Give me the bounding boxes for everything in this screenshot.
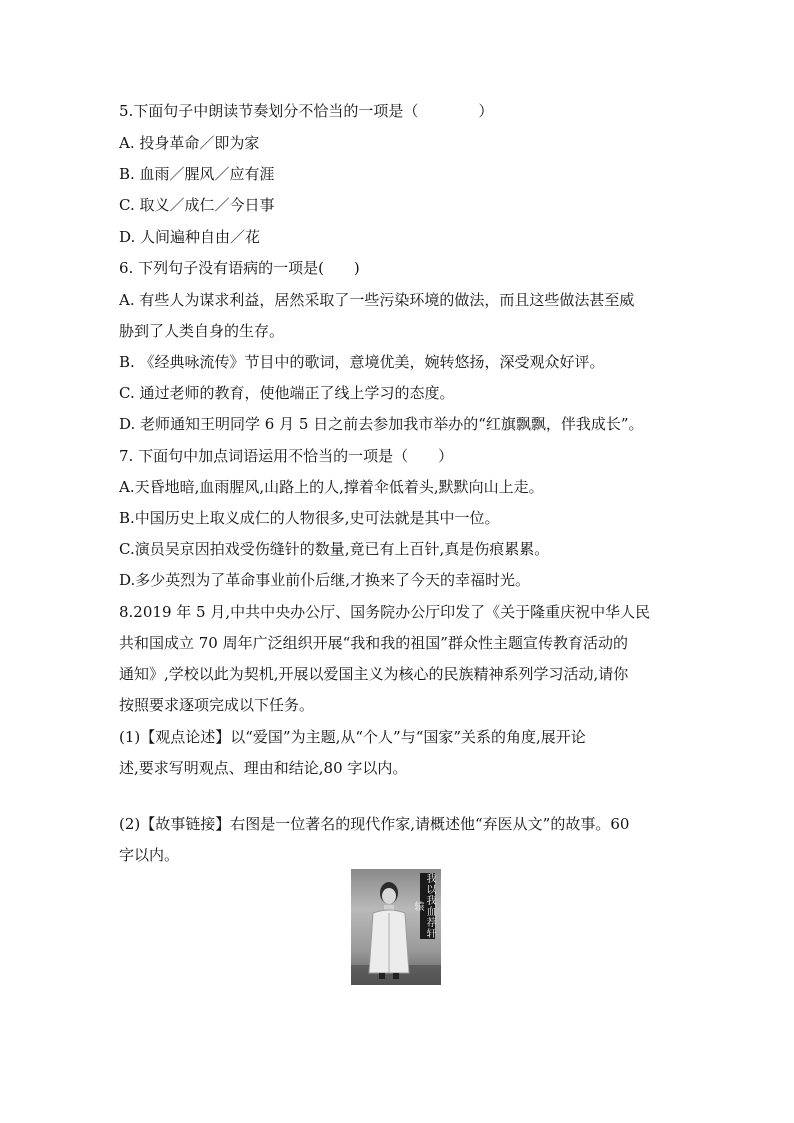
q6-option-b: B. 《经典咏流传》节目中的歌词，意境优美，婉转悠扬，深受观众好评。 — [119, 353, 605, 371]
q8-stem-line3: 通知》,学校以此为契机,开展以爱国主义为核心的民族精神系列学习活动,请你 — [119, 665, 629, 683]
q6-option-c: C. 通过老师的教育，使他端正了线上学习的态度。 — [119, 384, 455, 402]
q6-option-d: D. 老师通知王明同学 6 月 5 日之前去参加我市举办的“红旗飘飘，伴我成长”。 — [119, 415, 644, 433]
q5-stem: 5.下面句子中朗读节奏划分不恰当的一项是（ ） — [119, 102, 494, 120]
writer-portrait-photo-icon — [351, 869, 441, 985]
q7-option-b: B.中国历史上取义成仁的人物很多,史可法就是其中一位。 — [119, 509, 500, 527]
portrait-banner-text: 我以我血荐轩辕 — [412, 873, 435, 939]
q5-option-c: C. 取义／成仁／今日事 — [119, 196, 275, 214]
q8-stem-line1: 8.2019 年 5 月,中共中央办公厅、国务院办公厅印发了《关于隆重庆祝中华人民 — [119, 603, 651, 621]
q8-task2-line1: (2)【故事链接】右图是一位著名的现代作家,请概述他“弃医从文”的故事。60 — [119, 815, 630, 833]
q5-option-b: B. 血雨／腥风／应有涯 — [119, 165, 275, 183]
q8-task1-line1: (1)【观点论述】以“爱国”为主题,从“个人”与“国家”关系的角度,展开论 — [119, 728, 586, 746]
q7-option-c: C.演员吴京因拍戏受伤缝针的数量,竟已有上百针,真是伤痕累累。 — [119, 540, 550, 558]
q5-option-d: D. 人间遍种自由／花 — [119, 228, 261, 246]
q6-option-a-line2: 胁到了人类自身的生存。 — [119, 322, 285, 340]
q8-task2-line2: 字以内。 — [119, 846, 180, 864]
q7-option-a: A.天昏地暗,血雨腥风,山路上的人,撑着伞低着头,默默向山上走。 — [119, 478, 544, 496]
q8-stem-line4: 按照要求逐项完成以下任务。 — [119, 696, 315, 714]
q8-task1-line2: 述,要求写明观点、理由和结论,80 字以内。 — [119, 759, 408, 777]
q7-stem: 7. 下面句中加点词语运用不恰当的一项是（ ） — [119, 447, 454, 465]
q8-stem-line2: 共和国成立 70 周年广泛组织开展“我和我的祖国”群众性主题宣传教育活动的 — [119, 634, 628, 652]
q6-option-a-line1: A. 有些人为谋求利益，居然采取了一些污染环境的做法，而且这些做法甚至威 — [119, 291, 635, 309]
q6-stem: 6. 下列句子没有语病的一项是( ) — [119, 259, 360, 277]
q5-option-a: A. 投身革命／即为家 — [119, 134, 260, 152]
q7-option-d: D.多少英烈为了革命事业前仆后继,才换来了今天的幸福时光。 — [119, 571, 531, 589]
